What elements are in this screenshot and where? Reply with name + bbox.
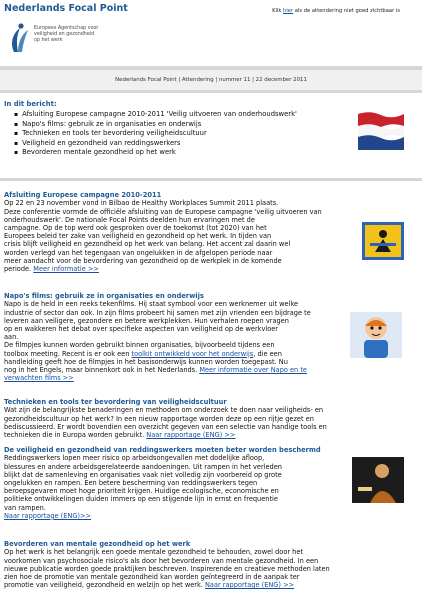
body-line — [4, 431, 420, 439]
section-title: Napo's films: gebruik ze in organisaties en onderwijs — [4, 292, 204, 300]
body-text: technieken die in Europa worden gebruikt. — [4, 431, 147, 440]
section-body — [4, 548, 420, 589]
body-line: meer aandacht voor de bevordering van gezondheid op de werkplek in de komende — [4, 256, 282, 265]
body-line — [4, 512, 420, 520]
toc-item[interactable]: ▪ Bevorderen mentale gezondheid op het werk — [14, 148, 297, 158]
body-line: crisis blijft veiligheid en gezondheid op het werk van belang. Het accent zal daarin wel — [4, 240, 291, 249]
section-body — [4, 406, 420, 439]
body-line: voorkomen van psychosociale risico's als door het bevorderen van mentale gezondheid. In een — [4, 556, 319, 565]
section-mental-health — [4, 540, 420, 589]
agency-logo — [8, 22, 123, 58]
section-title: Afsluiting Europese campagne 2010-2011 — [4, 191, 162, 199]
napo-cartoon-image — [350, 312, 402, 358]
header — [0, 0, 422, 58]
napo-info-link[interactable]: Meer informatie over Napo en te — [199, 366, 307, 375]
body-line: onderhoudswerk'. De nationale Focal Points deelden hun ervaringen met de — [4, 215, 255, 224]
dutch-flag-image — [358, 110, 404, 150]
body-line: Wat zijn de belangrijkste benaderingen en methoden om onderzoek te doen naar veiligheids- en — [4, 406, 324, 415]
body-line: bediscussieerd. Er wordt bovendien een overzicht gegeven van een selectie van handige tools en — [4, 422, 327, 431]
view-online-link[interactable]: hier — [283, 8, 294, 14]
toc-item[interactable]: ▪ Technieken en tools ter bevordering veiligheidscultuur — [14, 129, 297, 139]
body-line: ongelukken en rampen. Een betere bescherming van reddingswerkers tegen — [4, 479, 258, 488]
section-campaign — [4, 191, 420, 273]
view-note-suffix: als de attendering niet goed zichtbaar is — [293, 8, 400, 14]
body-line: worden verlegd van het tegengaan van ongelukken in de afgelopen periode naar — [4, 248, 273, 257]
body-line: De filmpjes kunnen worden gebruikt binnen organisaties, bijvoorbeeld tijdens een — [4, 341, 275, 350]
info-bar: Nederlands Focal Point | Attendering | nummer 11 | 22 december 2011 — [0, 70, 422, 90]
body-line: beroepsgevaren moet hoge prioriteit krijgen. Huidige ecologische, economische en — [4, 487, 279, 496]
body-text: , die een — [253, 349, 282, 358]
toolkit-link[interactable]: toolkit ontwikkeld voor het onderwijs — [131, 349, 254, 358]
body-line: gezondheidscultuur op het werk? In een nieuw rapportage worden deze op een rijtje gezet en — [4, 414, 314, 423]
report-link[interactable]: Naar rapportage (ENG)>> — [4, 511, 92, 520]
logo-line-3: op het werk — [34, 38, 63, 43]
toc-list — [14, 110, 297, 158]
body-line: blessures en andere arbeidsgerelateerde aandoeningen. Uit rampen in het verleden — [4, 462, 282, 471]
rescue-worker-image — [352, 457, 404, 503]
body-line: blijkt dat de samenleving en organisaties vaak niet volledig zijn voorbereid op grote — [4, 470, 282, 479]
body-text: nog in het Engels, maar binnenkort ook in het Nederlands. — [4, 366, 200, 375]
view-note-prefix: Klik — [272, 8, 284, 14]
agency-logo-icon — [8, 22, 30, 54]
body-line: handleiding geeft hoe de filmpjes in het basisonderwijs kunnen worden toegepast. Nu — [4, 357, 288, 366]
agency-logo-text — [34, 26, 98, 44]
body-line: nieuwe publicatie worden goede praktijken beschreven. Inspirerende en creatieve methoden laten — [4, 564, 330, 573]
report-link[interactable]: Naar rapportage (ENG) >> — [204, 581, 295, 590]
body-line: zien hoe de promotie van mentale gezondheid kan worden geïntegreerd in de aanpak ter — [4, 573, 300, 582]
body-line: Deze conferentie vormde de officiële afsluiting van de Europese campagne 'veilig uitvoeren van — [4, 207, 322, 216]
logo-line-1: Europees Agentschap voor — [34, 26, 99, 31]
section-safety-culture — [4, 398, 420, 439]
section-title: Technieken en tools ter bevordering van veiligheidscultuur — [4, 398, 227, 406]
toc-title: In dit bericht: — [4, 100, 57, 108]
body-text: periode. — [4, 265, 34, 274]
body-line: leveren aan veiligere, gezondere en betere werkplekken. Hun verhalen roepen vragen — [4, 316, 289, 325]
body-line: Op 22 en 23 november vond in Bilbao de Healthy Workplaces Summit 2011 plaats. — [4, 199, 279, 208]
napo-films-link[interactable]: verwachten films >> — [4, 374, 74, 383]
body-line — [4, 366, 420, 374]
section-body — [4, 199, 420, 273]
body-line: Napo is de held in een reeks tekenfilms. Hij staat symbool voor een werknemer uit welke — [4, 300, 299, 309]
body-line — [4, 265, 420, 273]
more-info-link[interactable]: Meer informatie >> — [33, 265, 99, 274]
body-line: Op het werk is het belangrijk een goede mentale gezondheid te behouden, zowel door het — [4, 548, 303, 557]
toc-item[interactable]: ▪ Veiligheid en gezondheid van reddingswerkers — [14, 139, 297, 149]
body-line: campagne. Op de top werd ook gesproken over de toekomst (tot 2020) van het — [4, 224, 267, 233]
logo-line-2: veiligheid en gezondheid — [34, 32, 95, 37]
section-title: De veiligheid en gezondheid van reddingswerkers moeten beter worden beschermd — [4, 446, 321, 454]
section-divider — [0, 178, 422, 181]
body-line: van rampen. — [4, 503, 46, 512]
body-line: op en wakkeren het debat over specifieke aspecten van veiligheid op de werkvloer — [4, 325, 279, 334]
toc-item[interactable]: ▪ Napo's films: gebruik ze in organisaties en onderwijs — [14, 120, 297, 130]
toc-item[interactable]: ▪ Afsluiting Europese campagne 2010-2011 'Veilig uitvoeren van onderhoudswerk' — [14, 110, 297, 120]
body-line: Europees beleid ter zake van veiligheid en gezondheid op het werk. In tijden van — [4, 232, 272, 241]
body-line: politieke ontwikkelingen duiden immers op een stijgende lijn in ernst en frequentie — [4, 495, 278, 504]
body-line — [4, 581, 420, 589]
view-online-note — [272, 8, 400, 14]
body-line: industrie of sector dan ook. In zijn films probeert hij samen met zijn vrienden een bijdrage te — [4, 308, 311, 317]
body-text: toolbox meeting. Recent is er ook een — [4, 349, 132, 358]
section-title: Bevorderen van mentale gezondheid op het werk — [4, 540, 191, 548]
safety-sign-image — [362, 222, 404, 260]
flag-icon — [358, 110, 404, 150]
body-line: aan. — [4, 333, 19, 342]
info-bar-divider — [0, 90, 422, 93]
body-text: promotie van veiligheid, gezondheid en welzijn op het werk. — [4, 581, 205, 590]
report-link[interactable]: Naar rapportage (ENG) >> — [146, 431, 236, 440]
body-line: Reddingswerkers lopen meer risico op arbeidsongevallen met dodelijke afloop, — [4, 454, 265, 463]
body-line — [4, 374, 420, 382]
brand-title: Nederlands Focal Point — [4, 3, 128, 14]
